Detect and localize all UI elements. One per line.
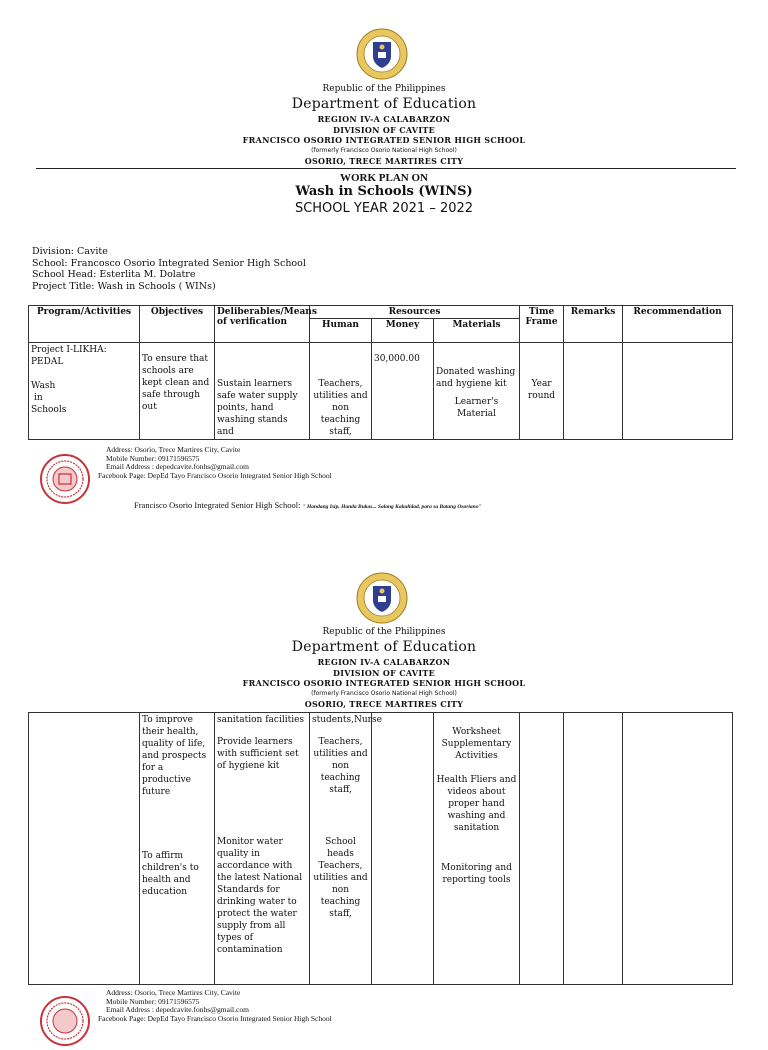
info-division: Division: Cavite <box>32 246 108 257</box>
division-label: DIVISION OF CAVITE <box>332 125 436 135</box>
footer-contact <box>98 445 332 480</box>
info-school: School: Francosco Osorio Integrated Senior High School <box>32 257 306 269</box>
human-cell: Teachers, utilities and non teaching staff, <box>310 343 372 440</box>
header-time: Time Frame <box>520 306 564 343</box>
objective-cell: To improve their health, quality of life, and prospects for a productive future To affirm children's to health and education <box>140 713 215 985</box>
header-remarks: Remarks <box>564 306 623 343</box>
header-rule <box>36 168 736 169</box>
info-head: School Head: Esterlita M. Dolatre <box>32 269 196 280</box>
time-cell: Year round <box>520 343 564 440</box>
info-project: Project Title: Wash in Schools ( WINs) <box>32 280 216 292</box>
program-line: in <box>34 393 43 403</box>
school-name: FRANCISCO OSORIO INTEGRATED SENIOR HIGH SCHOOL <box>242 678 526 688</box>
header-materials: Materials <box>434 319 520 343</box>
remarks-cell <box>564 713 623 985</box>
human-cell: students,Nurse Teachers, utilities and non teaching staff, School heads Teachers, utilities and non teaching staff, <box>310 713 372 985</box>
recommendation-cell <box>623 713 733 985</box>
footer-facebook: Facebook Page: DepEd Tayo Francisco Osorio Integrated Senior High School <box>98 1013 332 1023</box>
footer-contact <box>98 988 332 1023</box>
formerly-label: (formerly Francisco Osorio National High School) <box>311 690 457 697</box>
republic-label: Republic of the Philippines <box>322 84 446 94</box>
header-money: Money <box>372 319 434 343</box>
motto-text: " Handang Isip, Handa Bukas... Salang Kakulidad, para sa Batang Osoriano" <box>302 504 482 510</box>
footer-email: Email Address : depedcavite.fonhs@gmail.com <box>106 1005 249 1015</box>
school-seal <box>40 454 90 504</box>
school-year: SCHOOL YEAR 2021 – 2022 <box>294 201 474 216</box>
workplan-table-page1 <box>28 305 733 440</box>
footer-facebook: Facebook Page: DepEd Tayo Francisco Osorio Integrated Senior High School <box>98 470 332 480</box>
footer-address: Address: Osorio, Trece Martires City, Cavite <box>106 988 241 997</box>
region-label: REGION IV-A CALABARZON <box>317 657 451 667</box>
footer-motto <box>134 500 482 510</box>
materials-cell: Worksheet Supplementary Activities Health Fliers and videos about proper hand washing and sanitation Monitoring and reporting tools <box>434 713 520 985</box>
school-address: OSORIO, TRECE MARTIRES CITY <box>304 699 464 709</box>
deped-seal <box>356 572 408 624</box>
remarks-cell <box>564 343 623 440</box>
division-label: DIVISION OF CAVITE <box>332 668 436 678</box>
wins-title: Wash in Schools (WINS) <box>295 184 473 199</box>
program-cell <box>29 343 140 440</box>
region-label: REGION IV-A CALABARZON <box>317 114 451 124</box>
header-program: Program/Activities <box>29 306 140 343</box>
objective-cell: To ensure that schools are kept clean and safe through out <box>140 343 215 440</box>
program-line: PEDAL <box>31 357 64 367</box>
motto-prefix: Francisco Osorio Integrated Senior High School: <box>134 500 301 510</box>
header-deliverables: Deliberables/Means of verification <box>215 306 310 343</box>
recommendation-cell <box>623 343 733 440</box>
school-name: FRANCISCO OSORIO INTEGRATED SENIOR HIGH SCHOOL <box>242 135 526 145</box>
footer-email: Email Address : depedcavite.fonhs@gmail.com <box>106 462 249 472</box>
money-cell: 30,000.00 <box>372 343 434 440</box>
deliverable-cell: Sustain learners safe water supply points, hand washing stands and <box>215 343 310 440</box>
department-title: Department of Education <box>291 639 477 655</box>
time-cell <box>520 713 564 985</box>
info-block <box>32 246 306 292</box>
money-cell <box>372 713 434 985</box>
workplan-table-page2 <box>28 712 733 985</box>
materials-cell: Donated washing and hygiene kit Learner's Material <box>434 343 520 440</box>
footer-address: Address: Osorio, Trece Martires City, Cavite <box>106 445 241 454</box>
header-resources: Resources <box>310 306 520 319</box>
footer-mobile: Mobile Number: 09171596575 <box>106 453 200 463</box>
program-cell <box>29 713 140 985</box>
footer-mobile: Mobile Number: 09171596575 <box>106 996 200 1006</box>
program-line: Wash <box>31 381 56 391</box>
header-objectives: Objectives <box>140 306 215 343</box>
header-human: Human <box>310 319 372 343</box>
workplan-title: WORK PLAN ON <box>340 172 428 184</box>
department-title: Department of Education <box>291 96 477 112</box>
republic-label: Republic of the Philippines <box>322 627 446 637</box>
program-line: Project I-LIKHA: <box>31 345 107 355</box>
formerly-label: (formerly Francisco Osorio National High School) <box>311 147 457 154</box>
deliverable-cell: sanitation facilities Provide learners with sufficient set of hygiene kit Monitor water quality in accordance with the latest National Standards for drinking water to protect the water supply from all types of contamination <box>215 713 310 985</box>
header-recommendation: Recommendation <box>623 306 733 343</box>
deped-seal <box>356 28 408 80</box>
school-address: OSORIO, TRECE MARTIRES CITY <box>304 156 464 166</box>
program-line: Schools <box>31 405 67 415</box>
school-seal <box>40 996 90 1046</box>
